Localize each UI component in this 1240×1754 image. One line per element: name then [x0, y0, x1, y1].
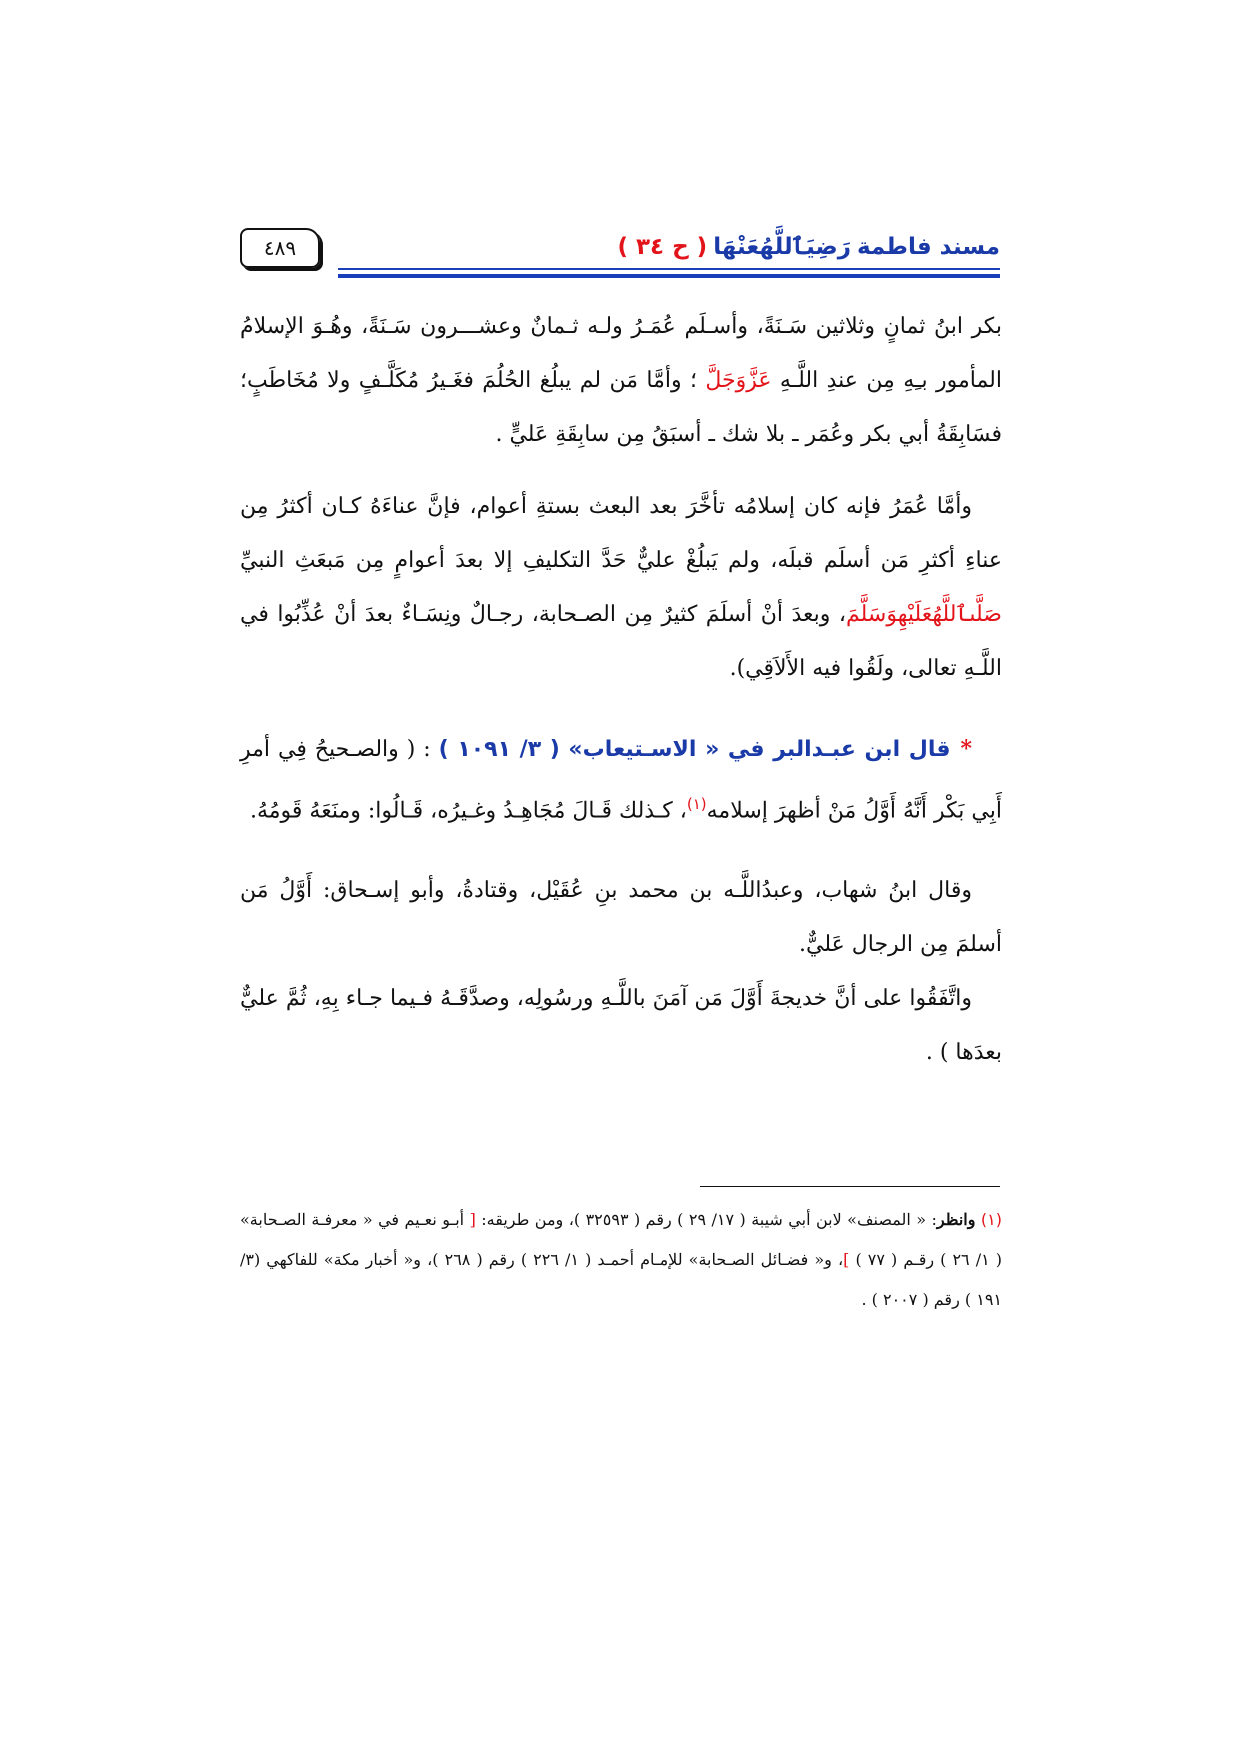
footnote-separator [700, 1186, 1000, 1187]
footnote-text-c: ، و« فضـائل الصـحابة» للإمـام أحمـد ( ١/ ٢٢٦ ) رقم ( ٢٦٨ )، و« أخبار مكة» للفاكهي (٣/ ١٩١ ) رقم ( ٢٠٠٧ ) . [240, 1250, 1002, 1309]
paragraph-4: وقال ابنُ شهاب، وعبدُاللَّـه بن محمد بنِ عُقَيْل، وقتادةُ، وأبو إسـحاق: أَوَّلُ مَن أسلمَ مِن الرجال عَليٌّ. [240, 878, 1002, 958]
paragraph-1-text-a: بكر ابنُ ثمانٍ وثلاثين سَـنَةً، وأسـلَم عُمَـرُ ولـه ثـمانٌ وعشـــرون سَـنَةً، وهُـوَ الإسلامُ المأمور بـِهِ مِن عندِ اللَّـهِ [240, 314, 1002, 393]
citation-heading: قال ابن عبـدالبر في « الاسـتيعاب» ( ٣/ ١٠٩١ ) [438, 737, 951, 762]
footnote-number: (١) [980, 1210, 1002, 1229]
paragraph-1 [240, 300, 1002, 462]
footnote-text-b: أبـو نعـيم في « معرفـة الصـحابة» ( ١/ ٢٦ ) رقـم ( ٧٧ ) [240, 1210, 1003, 1269]
footnote-1 [240, 1200, 1002, 1320]
paragraph-3-text-b: ، كـذلك قَـالَ مُجَاهِـدُ وغـيرُه، قَـالُوا: ومنَعَهُ قَومُهُ. [249, 798, 687, 824]
header-rule-thick [338, 274, 1000, 278]
footnote-lead: وانظر [936, 1210, 976, 1229]
paragraph-3-text-a: : ( والصـحيحُ فِي أمرِ أَبِي بَكْر أَنَّهُ أَوَّلُ مَنْ أظهرَ إسلامه [240, 737, 1002, 824]
running-title-ref: ( ح ٣٤ ) [617, 234, 708, 260]
bracket-close: ] [843, 1250, 850, 1269]
bracket-open: [ [469, 1210, 476, 1229]
paragraph-2 [240, 480, 1002, 696]
paragraph-5: واتَّفَقُوا على أنَّ خديجةَ أَوَّلَ مَن آمَنَ باللَّـهِ ورسُولِه، وصدَّقَـهُ فـيما جـاء بِهِ، ثُمَّ عليٌّ بعدَها ) . [240, 986, 1002, 1066]
running-title-main: مسند فاطمة [856, 234, 1000, 260]
star-bullet-icon: * [960, 736, 972, 762]
page-number-box [240, 228, 320, 268]
running-title [617, 234, 1000, 260]
honorific-azza-wa-jall: عَزَّوَجَلَّ [705, 368, 772, 393]
footnote-ref[interactable]: (١) [686, 795, 707, 813]
page-number: ٤٨٩ [263, 236, 297, 260]
honorific-salla-allah: صَلَّىٱللَّهُعَلَيْهِوَسَلَّمَ [845, 602, 1002, 627]
header-rule-thin [338, 268, 1000, 270]
footnote-text-a: : « المصنف» لابن أبي شيبة ( ١٧/ ٢٩ ) رقم ( ٣٢٥٩٣ )، ومن طريقه: [475, 1210, 937, 1229]
running-title-honorific: رَضِيَٱللَّهُعَنْهَا [713, 234, 851, 260]
footnotes [240, 1200, 1002, 1320]
paragraph-1-text-c: ؛ وأمَّا مَن لم يبلُغ الحُلُمَ فغَـيرُ مُكَلَّـفٍ ولا مُخَاطَبٍ؛ فسَابِقَةُ أبي بكر وعُمَر ـ بلا شك ـ أسبَقُ مِن سابِقَةِ عَليٍّ . [240, 368, 1002, 447]
paragraph-3 [240, 722, 1002, 838]
main-text [240, 300, 1002, 1080]
page-header [240, 228, 1000, 288]
paragraph-2-text-a: وأمَّا عُمَرُ فإنه كان إسلامُه تأخَّرَ بعد البعث بستةِ أعوام، فإنَّ عناءَهُ كـان أكثرُ مِن عناءِ أكثرِ مَن أسلَم قبلَه، ولم يَبلُغْ عليٌّ حَدَّ التكليفِ إلا بعدَ أعوامٍ مِن مَبعَثِ النبيِّ [240, 494, 1002, 573]
paragraph-2-text-c: ، وبعدَ أنْ أسلَمَ كثيرٌ مِن الصـحابة، رجـالٌ ونِسَـاءٌ بعدَ أنْ عُذِّبُوا في اللَّـهِ تعالى، ولَقُوا فيه الأَلاَقِي). [240, 602, 1002, 681]
